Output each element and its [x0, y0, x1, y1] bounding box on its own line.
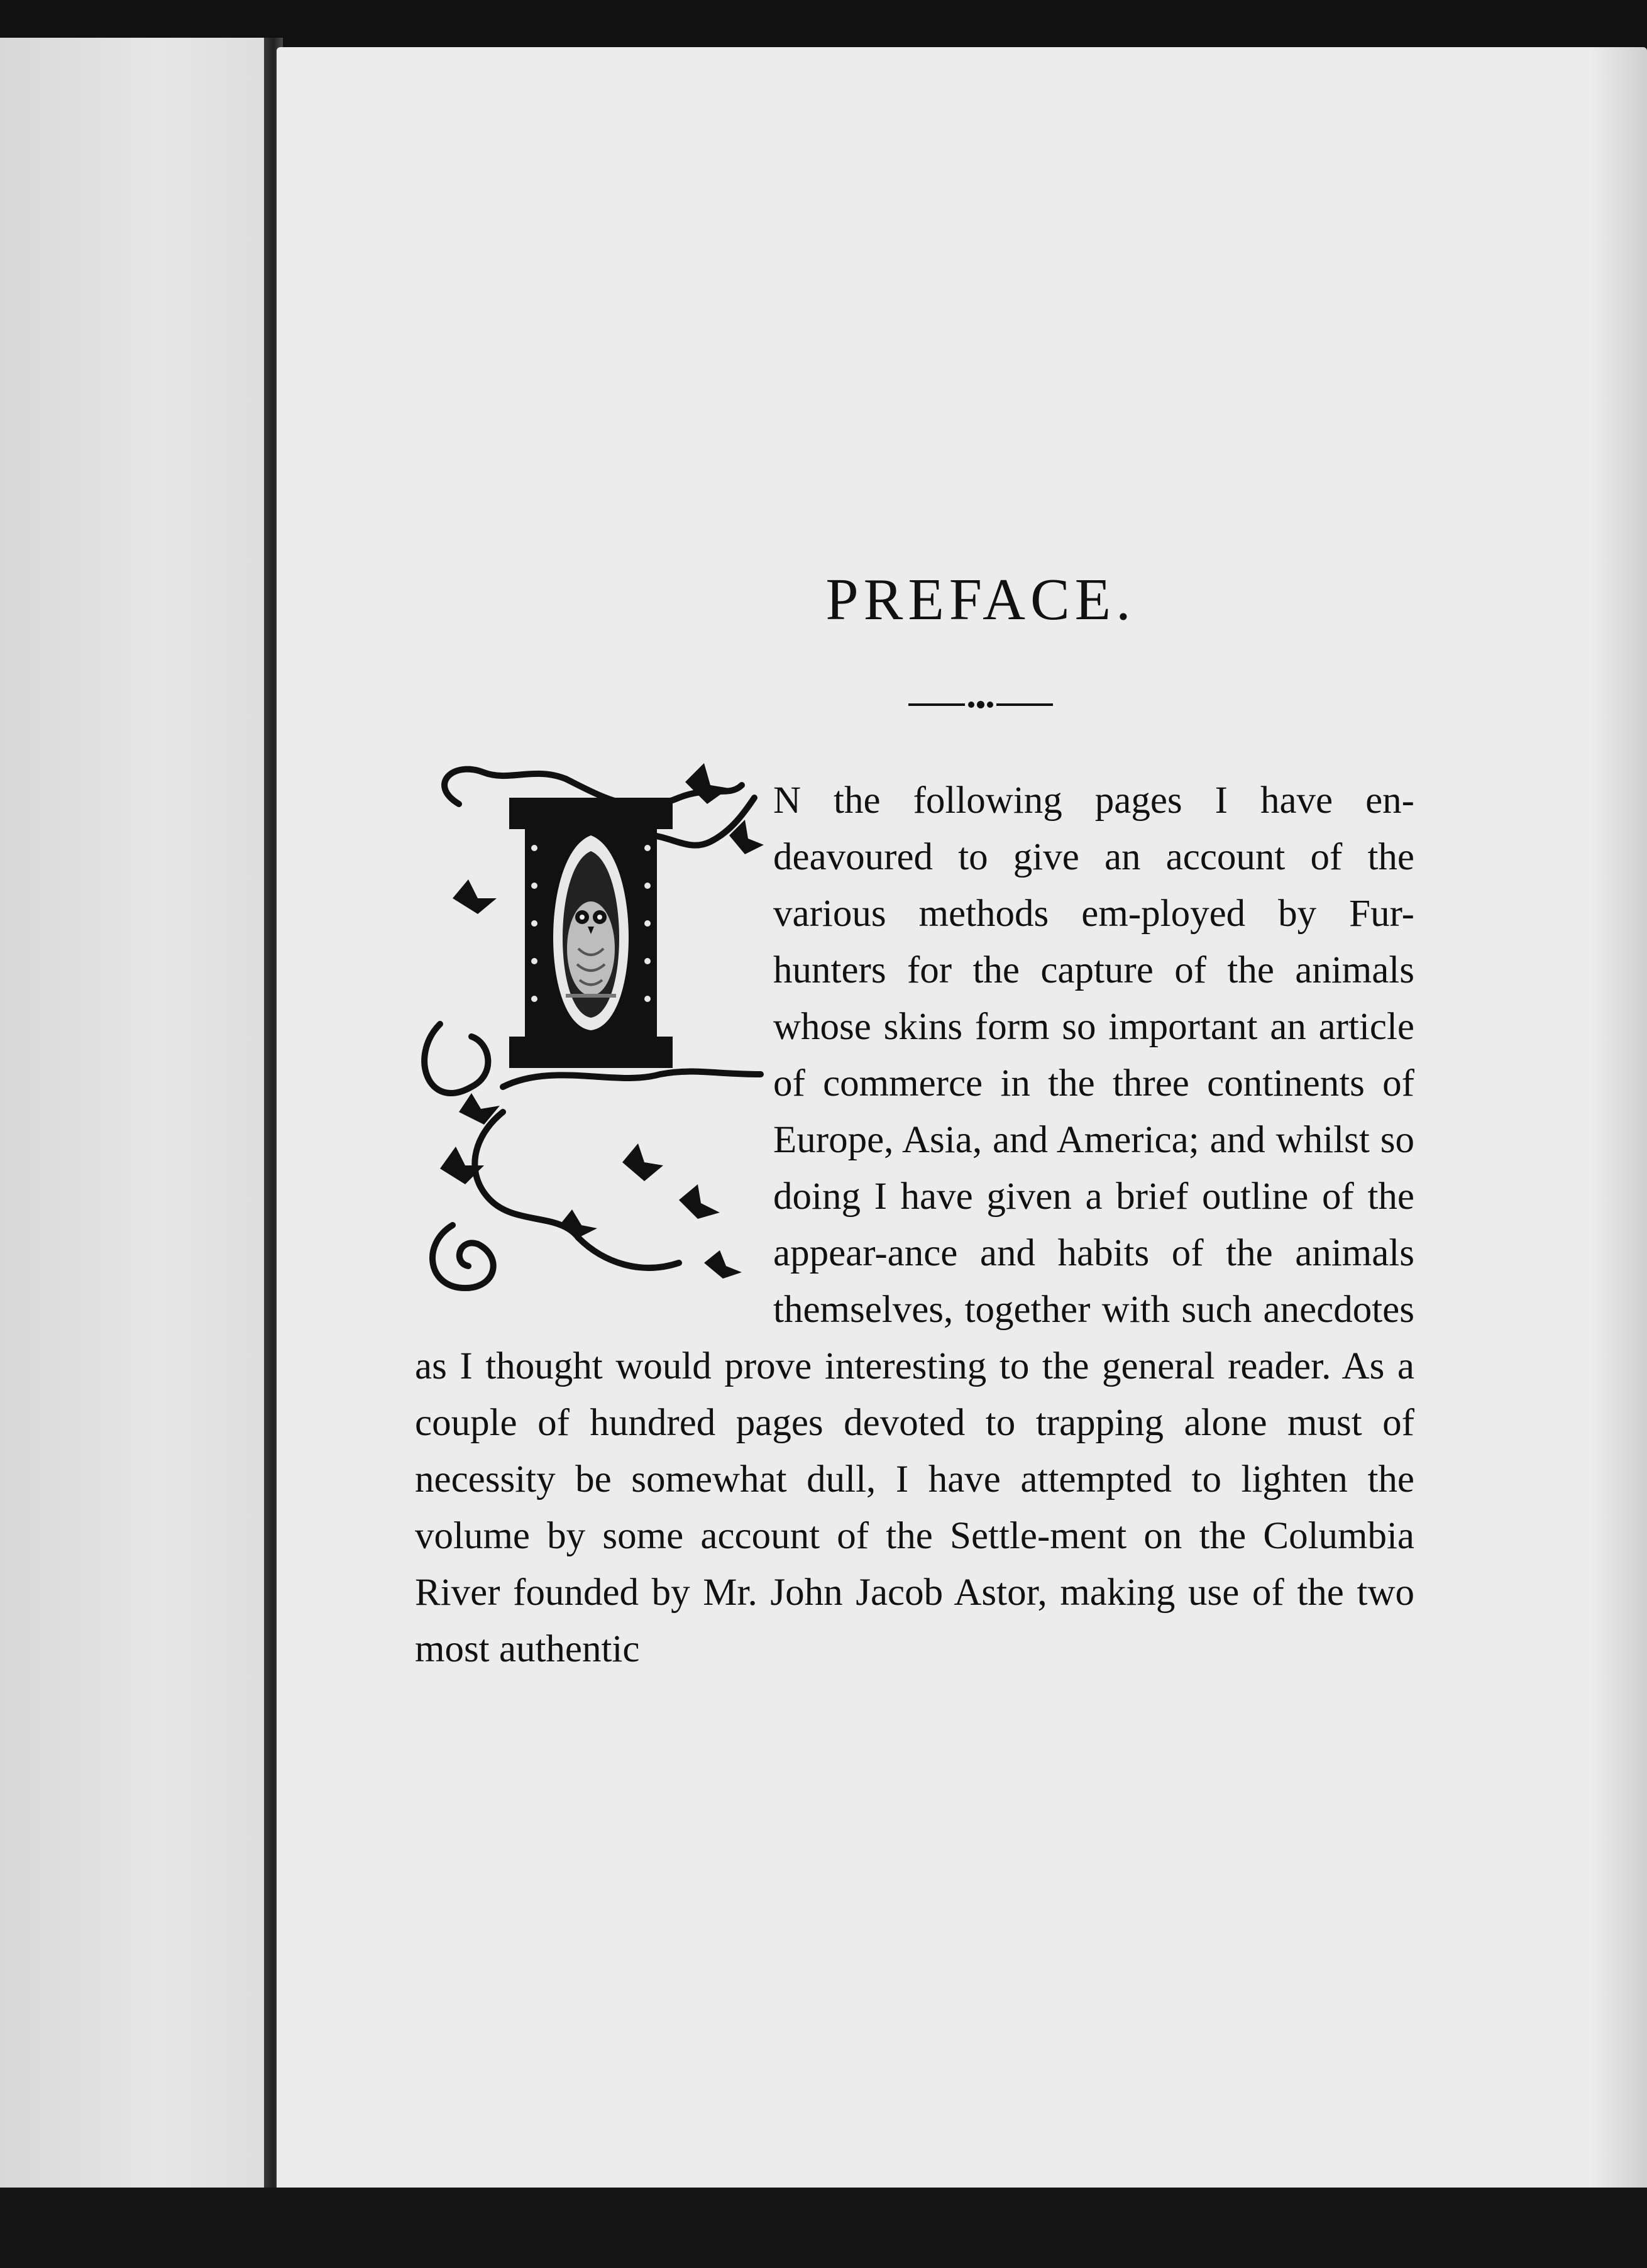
preface-body [415, 773, 1414, 1678]
decorative-rule-icon [776, 696, 1053, 713]
illuminated-initial-owl-icon [415, 760, 767, 1301]
page-title: PREFACE. [825, 567, 1136, 632]
left-page-edge [0, 38, 264, 2268]
preface-paragraph: N the following pages I have en-deavoured to give an account of the various methods em-ployed by Fur-hunters for the capture of the animals whose skins form so important an article of commerce in the three continents of Europe, Asia, and America; and whilst so doing I have given a brief outline of the appear-ance and habits of the animals themselves, together with such anecdotes as I thought would prove interesting to the general reader. As a couple of hundred pages devoted to trapping alone must of necessity be somewhat dull, I have attempted to lighten the volume by some account of the Settle-ment on the Columbia River founded by Mr. John Jacob Astor, making use of the two most authentic [415, 779, 1414, 1670]
page-content [415, 566, 1414, 1678]
scan-bottom-border [0, 2188, 1647, 2268]
